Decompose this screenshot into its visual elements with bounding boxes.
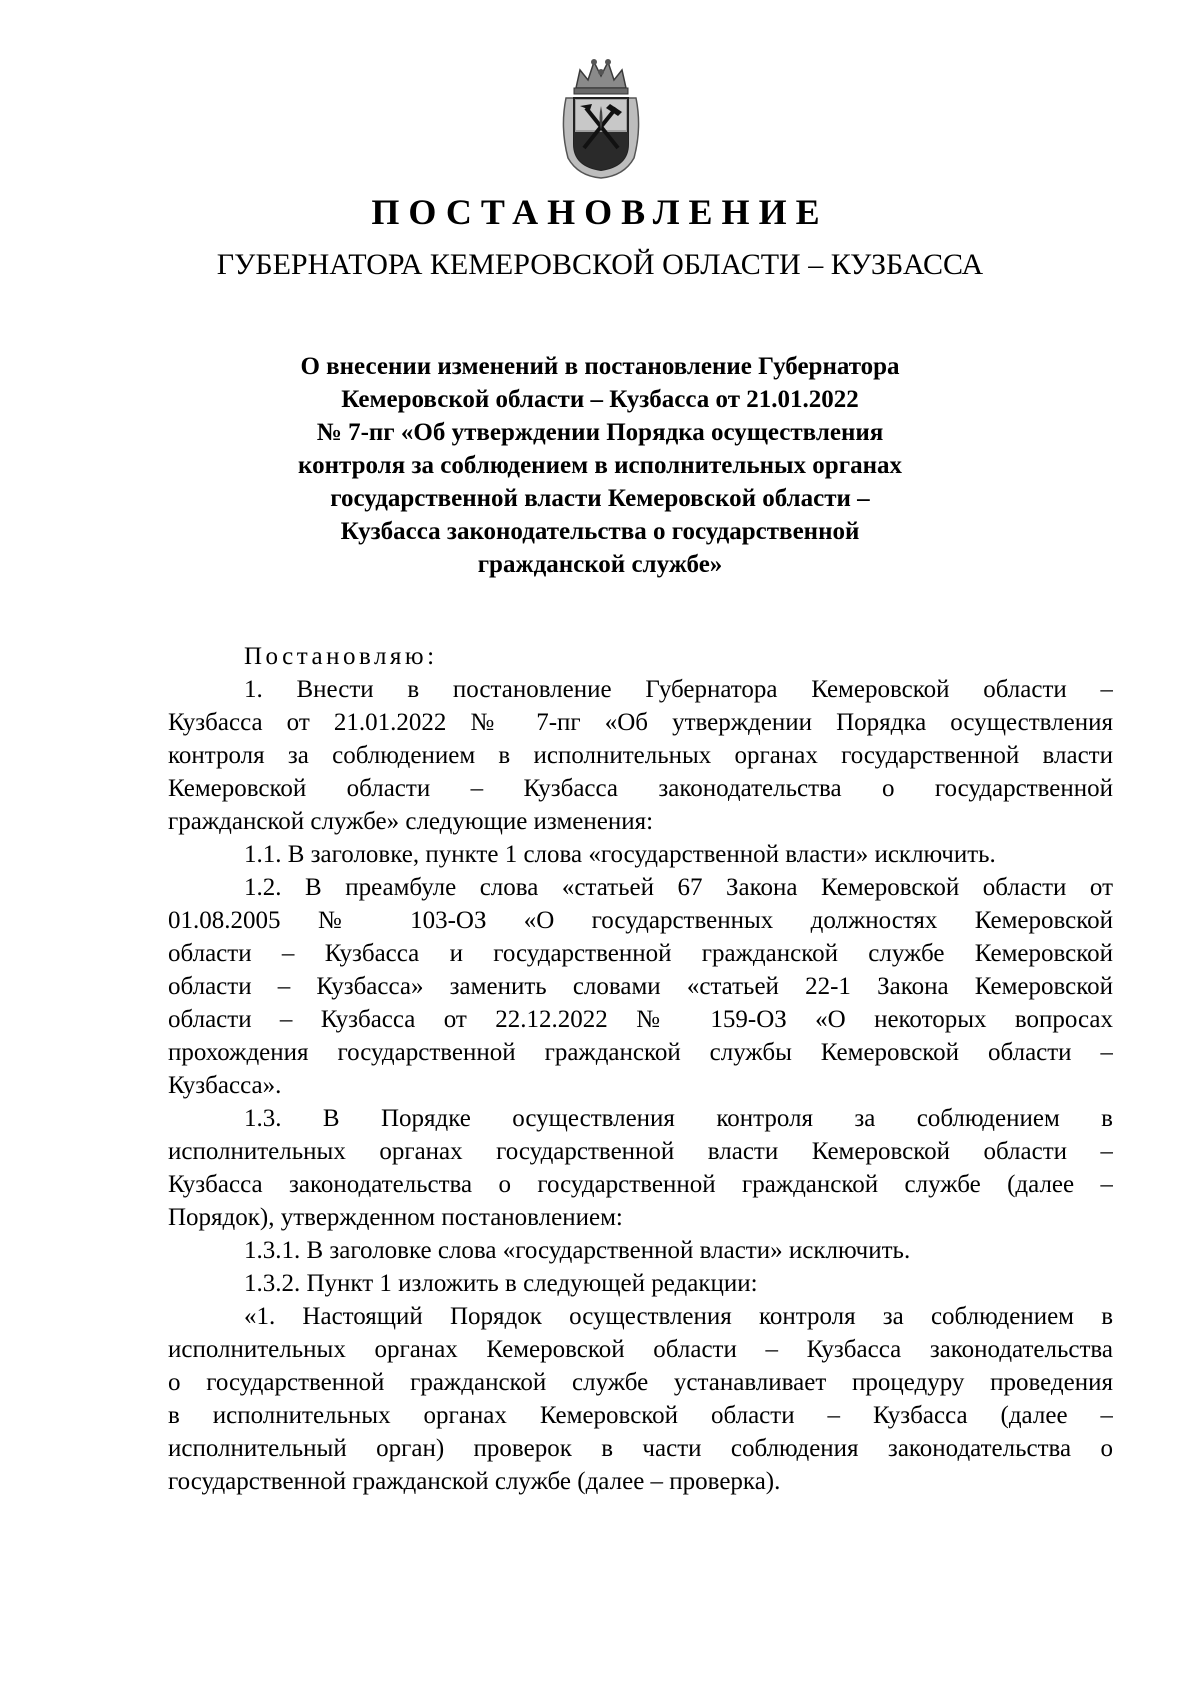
paragraph-1-3-1: 1.3.1. В заголовке слова «государственной власти» исключить. — [244, 1237, 911, 1264]
subject-line: государственной власти Кемеровской области – — [330, 485, 870, 512]
subject-line: О внесении изменений в постановление Губернатора — [300, 353, 900, 380]
quote-line: «1. Настоящий Порядок осуществления контроля за соблюдением в — [244, 1303, 1113, 1330]
paragraph-1-2-line: области – Кузбасса и государственной гражданской службе Кемеровской — [168, 940, 1113, 967]
paragraph-1-line: 1. Внести в постановление Губернатора Кемеровской области – — [244, 676, 1113, 703]
quote-line: государственной гражданской службе (далее – проверка). — [168, 1468, 781, 1495]
subject-line: Кузбасса законодательства о государственной — [340, 518, 860, 545]
paragraph-1-3-line: Кузбасса законодательства о государственной гражданской службе (далее – — [168, 1171, 1113, 1198]
paragraph-1-3-line: Порядок), утвержденном постановлением: — [168, 1204, 623, 1231]
paragraph-1-2-line: Кузбасса». — [168, 1072, 282, 1099]
paragraph-1-3-line: исполнительных органах государственной власти Кемеровской области – — [168, 1138, 1113, 1165]
document-subject — [200, 350, 1000, 581]
paragraph-1-2-line: области – Кузбасса от 22.12.2022 № 159-ОЗ «О некоторых вопросах — [168, 1006, 1113, 1033]
paragraph-1-line: Кемеровской области – Кузбасса законодательства о государственной — [168, 775, 1113, 802]
subject-line: гражданской службе» — [477, 551, 723, 578]
paragraph-1-line: Кузбасса от 21.01.2022 № 7-пг «Об утверждении Порядка осуществления — [168, 709, 1113, 736]
decree-word: Постановляю: — [244, 643, 438, 670]
paragraph-1-3-line: 1.3. В Порядке осуществления контроля за соблюдением в — [244, 1105, 1113, 1132]
document-issuer: ГУБЕРНАТОРА КЕМЕРОВСКОЙ ОБЛАСТИ – КУЗБАССА — [216, 248, 984, 281]
quote-line: о государственной гражданской службе устанавливает процедуру проведения — [168, 1369, 1113, 1396]
paragraph-1-2-line: области – Кузбасса» заменить словами «статьей 22-1 Закона Кемеровской — [168, 973, 1113, 1000]
paragraph-1-3-2: 1.3.2. Пункт 1 изложить в следующей редакции: — [244, 1270, 758, 1297]
coat-of-arms-icon — [558, 58, 644, 180]
paragraph-1-1: 1.1. В заголовке, пункте 1 слова «государственной власти» исключить. — [244, 841, 996, 868]
paragraph-1-2-line: 1.2. В преамбуле слова «статьей 67 Закона Кемеровской области от — [244, 874, 1113, 901]
document-title: ПОСТАНОВЛЕНИЕ — [371, 192, 829, 232]
quote-line: в исполнительных органах Кемеровской области – Кузбасса (далее – — [168, 1402, 1113, 1429]
quote-line: исполнительных органах Кемеровской области – Кузбасса законодательства — [168, 1336, 1113, 1363]
paragraph-1-2-line: 01.08.2005 № 103-ОЗ «О государственных должностях Кемеровской — [168, 907, 1113, 934]
paragraph-1-line: гражданской службе» следующие изменения: — [168, 808, 654, 835]
paragraph-1-2-line: прохождения государственной гражданской службы Кемеровской области – — [168, 1039, 1113, 1066]
paragraph-1-line: контроля за соблюдением в исполнительных органах государственной власти — [168, 742, 1113, 769]
subject-line: контроля за соблюдением в исполнительных органах — [298, 452, 902, 479]
subject-line: № 7-пг «Об утверждении Порядка осуществления — [316, 419, 884, 446]
subject-line: Кемеровской области – Кузбасса от 21.01.2022 — [341, 386, 859, 413]
quote-line: исполнительный орган) проверок в части соблюдения законодательства о — [168, 1435, 1113, 1462]
document-body — [168, 640, 1113, 1498]
